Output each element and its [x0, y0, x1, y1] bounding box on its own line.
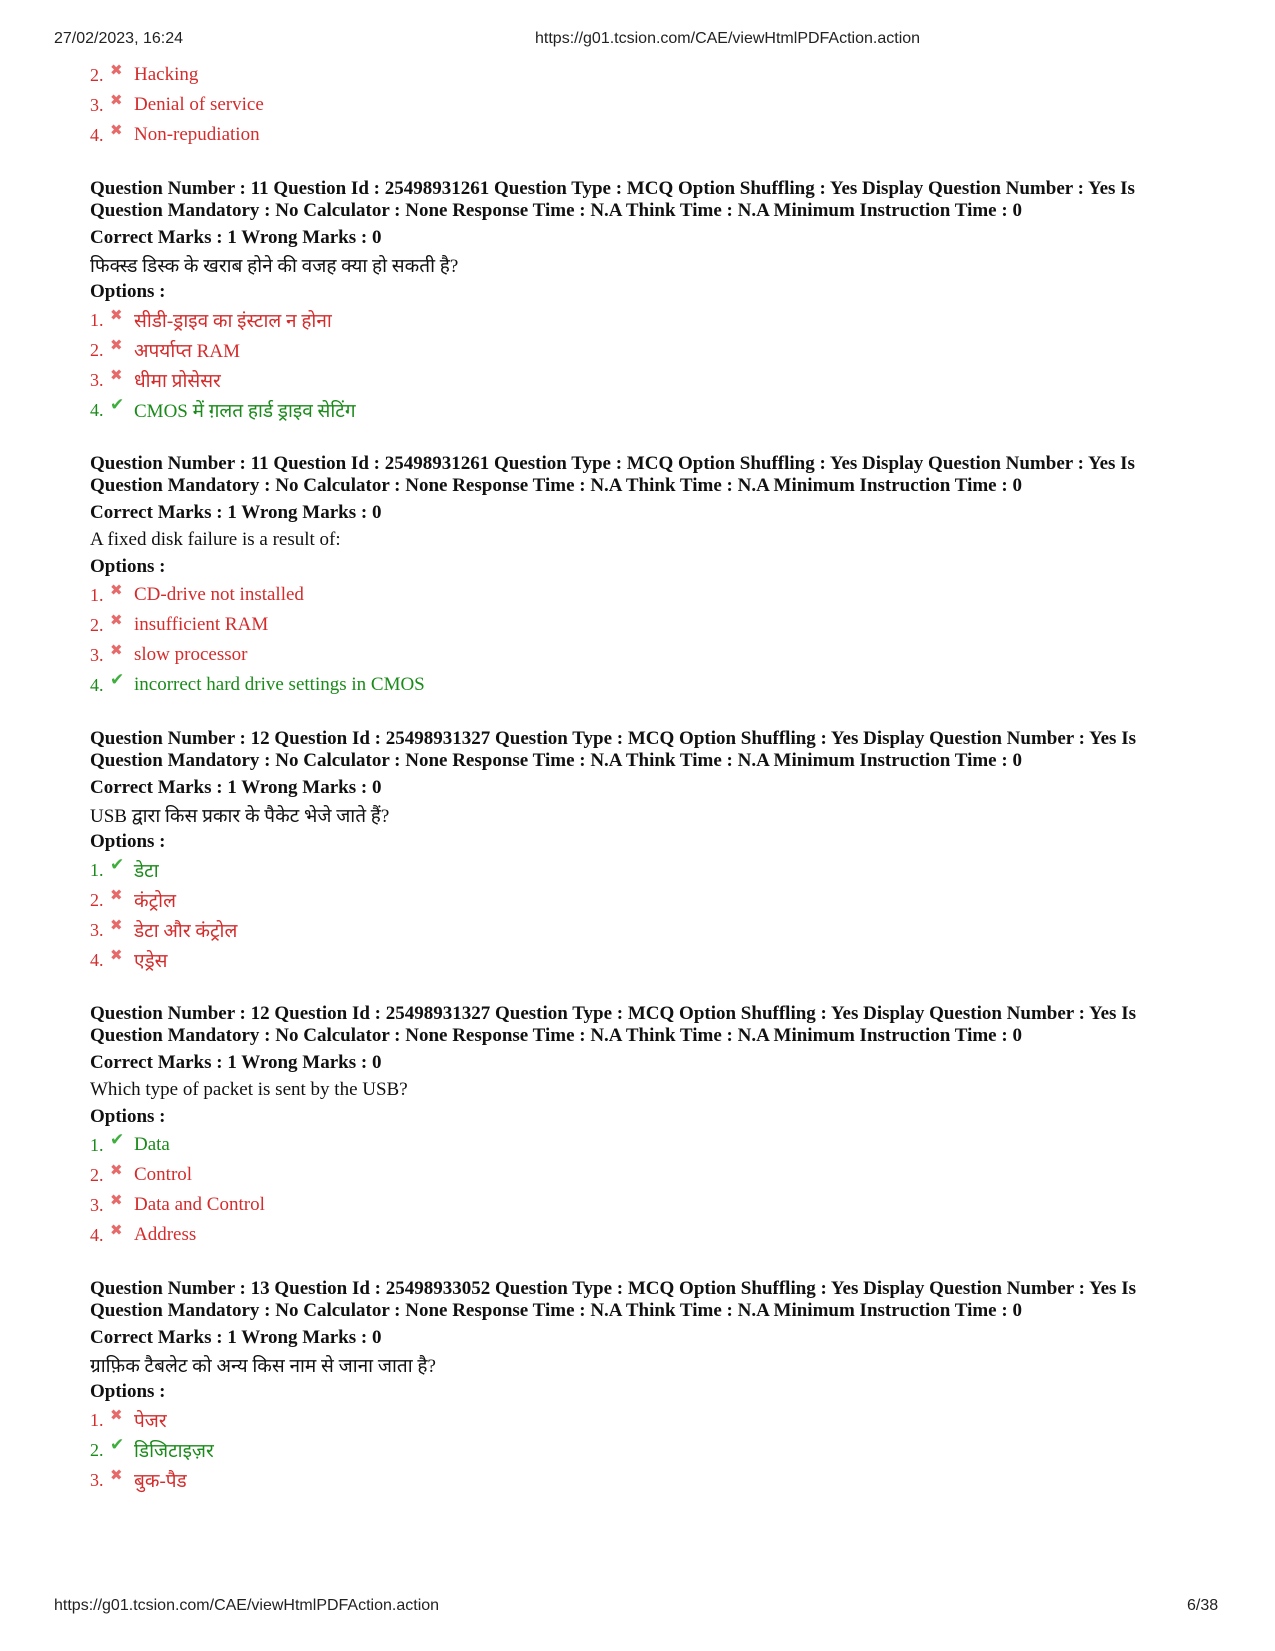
question-meta: Question Number : 12 Question Id : 25498931327 Question Type : MCQ Option Shuffling : Yes Display Question Number : Yes Is Question Mandatory : No Calculator : None Response Time : N.A Think Time : N.A Minimum Instruction Time : 0 [90, 728, 1136, 771]
cross-icon: ✖ [110, 642, 123, 659]
cross-icon: ✖ [110, 92, 123, 109]
cross-icon: ✖ [110, 1162, 123, 1179]
option-number: 3. [90, 919, 104, 940]
option-number: 4. [90, 124, 104, 145]
cross-icon: ✖ [110, 1467, 123, 1484]
question-text: Which type of packet is sent by the USB? [90, 1079, 408, 1100]
option-item [90, 580, 1210, 610]
cross-icon: ✖ [110, 612, 123, 629]
cross-icon: ✖ [110, 582, 123, 599]
option-item [90, 915, 1210, 945]
question-text: USB द्वारा किस प्रकार के पैकेट भेजे जाते हैं? [90, 806, 390, 827]
option-number: 2. [90, 339, 104, 360]
option-text: Data [134, 1134, 170, 1155]
option-text: कंट्रोल [134, 891, 176, 912]
option-text: डिजिटाइज़र [134, 1441, 214, 1462]
check-icon: ✔ [110, 395, 125, 414]
print-footer-url: https://g01.tcsion.com/CAE/viewHtmlPDFAction.action [54, 1597, 440, 1614]
cross-icon: ✖ [110, 947, 123, 964]
cross-icon: ✖ [110, 122, 123, 139]
option-text: डेटा [134, 861, 159, 882]
option-item [90, 305, 1210, 335]
option-item [90, 885, 1210, 915]
question-block [90, 1278, 1210, 1495]
options-label: Options : [90, 831, 166, 852]
check-icon: ✔ [110, 855, 125, 874]
cross-icon: ✖ [110, 307, 123, 324]
question-block [90, 728, 1210, 975]
check-icon: ✔ [110, 1130, 125, 1149]
option-text: Hacking [134, 64, 199, 85]
option-item [90, 1405, 1210, 1435]
cross-icon: ✖ [110, 1192, 123, 1209]
option-item [90, 945, 1210, 975]
option-number: 3. [90, 1194, 104, 1215]
option-number: 4. [90, 949, 104, 970]
option-number: 1. [90, 584, 104, 605]
option-number: 2. [90, 1439, 104, 1460]
option-number: 1. [90, 1409, 104, 1430]
print-datetime: 27/02/2023, 16:24 [54, 30, 184, 47]
cross-icon: ✖ [110, 62, 123, 79]
option-item [90, 1220, 1210, 1250]
question-block [90, 1003, 1210, 1250]
print-header-url: https://g01.tcsion.com/CAE/viewHtmlPDFAction.action [535, 30, 921, 47]
option-item [90, 335, 1210, 365]
option-text: सीडी-ड्राइव का इंस्टाल न होना [134, 311, 332, 332]
option-number: 1. [90, 309, 104, 330]
option-text: बुक-पैड [134, 1471, 187, 1492]
check-icon: ✔ [110, 670, 125, 689]
option-text: धीमा प्रोसेसर [134, 371, 221, 392]
option-number: 3. [90, 369, 104, 390]
option-number: 1. [90, 1134, 104, 1155]
cross-icon: ✖ [110, 367, 123, 384]
cross-icon: ✖ [110, 887, 123, 904]
question-text: फिक्स्ड डिस्क के खराब होने की वजह क्या हो सकती है? [90, 256, 459, 277]
option-item [90, 610, 1210, 640]
options-label: Options : [90, 556, 166, 577]
question-marks: Correct Marks : 1 Wrong Marks : 0 [90, 1327, 382, 1348]
option-item-correct [90, 855, 1210, 885]
option-item [90, 60, 1210, 90]
option-number: 3. [90, 1469, 104, 1490]
option-text: अपर्याप्त RAM [134, 341, 240, 362]
option-text: CD-drive not installed [134, 584, 304, 605]
option-text: Denial of service [134, 94, 264, 115]
question-meta: Question Number : 11 Question Id : 25498931261 Question Type : MCQ Option Shuffling : Yes Display Question Number : Yes Is Question Mandatory : No Calculator : None Response Time : N.A Think Time : N.A Minimum Instruction Time : 0 [90, 453, 1135, 496]
page-number: 6/38 [1187, 1597, 1219, 1614]
option-text: डेटा और कंट्रोल [134, 921, 238, 942]
option-item [90, 640, 1210, 670]
option-number: 2. [90, 614, 104, 635]
option-number: 2. [90, 1164, 104, 1185]
option-item [90, 120, 1210, 150]
option-number: 3. [90, 94, 104, 115]
question-block [90, 453, 1210, 700]
question-meta: Question Number : 13 Question Id : 25498933052 Question Type : MCQ Option Shuffling : Yes Display Question Number : Yes Is Question Mandatory : No Calculator : None Response Time : N.A Think Time : N.A Minimum Instruction Time : 0 [90, 1278, 1136, 1321]
option-item [90, 1160, 1210, 1190]
question-marks: Correct Marks : 1 Wrong Marks : 0 [90, 502, 382, 523]
option-item [90, 1465, 1210, 1495]
option-item [90, 365, 1210, 395]
option-text: Control [134, 1164, 193, 1185]
option-item [90, 90, 1210, 120]
cross-icon: ✖ [110, 1407, 123, 1424]
option-number: 1. [90, 859, 104, 880]
option-item-correct [90, 1130, 1210, 1160]
question-marks: Correct Marks : 1 Wrong Marks : 0 [90, 1052, 382, 1073]
option-text: slow processor [134, 644, 248, 665]
question-text: ग्राफ़िक टैबलेट को अन्य किस नाम से जाना जाता है? [90, 1356, 436, 1377]
options-label: Options : [90, 1106, 166, 1127]
question-meta: Question Number : 11 Question Id : 25498931261 Question Type : MCQ Option Shuffling : Yes Display Question Number : Yes Is Question Mandatory : No Calculator : None Response Time : N.A Think Time : N.A Minimum Instruction Time : 0 [90, 178, 1135, 221]
cross-icon: ✖ [110, 1222, 123, 1239]
option-text: एड्रेस [134, 951, 168, 972]
options-label: Options : [90, 281, 166, 302]
options-label: Options : [90, 1381, 166, 1402]
question-paper-content [90, 60, 1210, 1495]
option-text: पेजर [134, 1411, 167, 1432]
option-item-correct [90, 395, 1210, 425]
option-number: 2. [90, 64, 104, 85]
question-block [90, 178, 1210, 425]
option-number: 4. [90, 1224, 104, 1245]
carry-over-options [90, 60, 1210, 150]
cross-icon: ✖ [110, 917, 123, 934]
option-text: Data and Control [134, 1194, 265, 1215]
option-text: insufficient RAM [134, 614, 269, 635]
option-number: 4. [90, 399, 104, 420]
option-text: CMOS में ग़लत हार्ड ड्राइव सेटिंग [134, 401, 356, 422]
option-text: Non-repudiation [134, 124, 260, 145]
option-number: 3. [90, 644, 104, 665]
question-meta: Question Number : 12 Question Id : 25498931327 Question Type : MCQ Option Shuffling : Yes Display Question Number : Yes Is Question Mandatory : No Calculator : None Response Time : N.A Think Time : N.A Minimum Instruction Time : 0 [90, 1003, 1136, 1046]
option-item [90, 1190, 1210, 1220]
option-text: incorrect hard drive settings in CMOS [134, 674, 425, 695]
option-number: 2. [90, 889, 104, 910]
option-text: Address [134, 1224, 197, 1245]
option-item-correct [90, 1435, 1210, 1465]
question-text: A fixed disk failure is a result of: [90, 529, 341, 550]
question-marks: Correct Marks : 1 Wrong Marks : 0 [90, 227, 382, 248]
option-item-correct [90, 670, 1210, 700]
check-icon: ✔ [110, 1435, 125, 1454]
cross-icon: ✖ [110, 337, 123, 354]
question-marks: Correct Marks : 1 Wrong Marks : 0 [90, 777, 382, 798]
option-number: 4. [90, 674, 104, 695]
